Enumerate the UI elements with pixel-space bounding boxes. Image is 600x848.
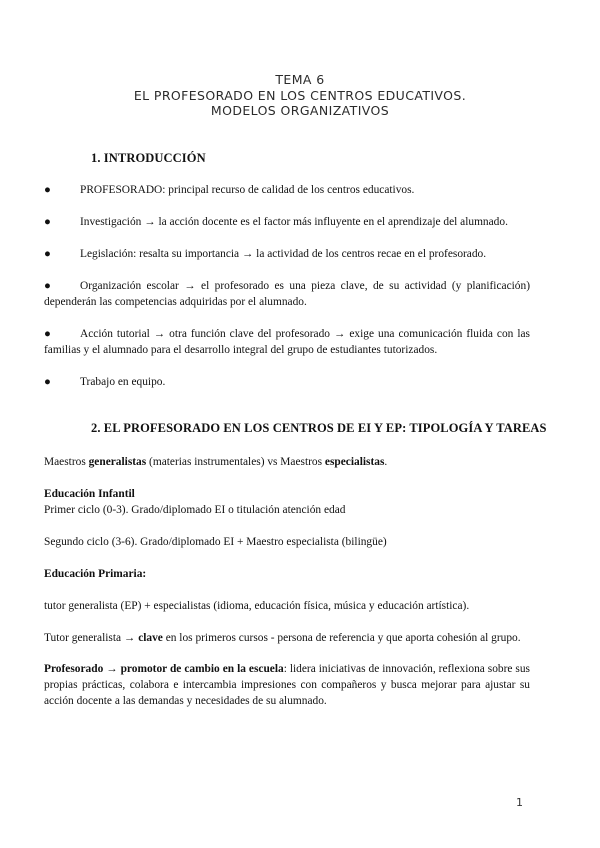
infantil-ciclo-1: Primer ciclo (0-3). Grado/diplomado EI o titulación atención edad [44, 504, 346, 516]
bullet-text: Investigación → la acción docente es el factor más influyente en el aprendizaje del alumnado. [80, 216, 508, 228]
title-line-1: TEMA 6 [275, 72, 325, 87]
text-run: Maestros [44, 456, 89, 468]
bullet-icon: ● [44, 184, 51, 196]
infantil-ciclo-2: Segundo ciclo (3-6). Grado/diplomado EI + Maestro especialista (bilingüe) [44, 536, 387, 548]
page-number: 1 [516, 796, 523, 809]
bold-text: generalistas [88, 456, 147, 468]
section-1-heading: 1. INTRODUCCIÓN [91, 151, 206, 165]
title-line-2: EL PROFESORADO EN LOS CENTROS EDUCATIVOS. [133, 87, 467, 103]
bullet-text: Acción tutorial → otra función clave del profesorado → exige una comunicación fluida con las familias y el alumnado para el desarrollo integral del grupo de estudiantes tutorizados. [44, 328, 530, 356]
bullet-item [44, 246, 530, 262]
bullet-item [44, 214, 530, 230]
bullet-text: Legislación: resalta su importancia → la actividad de los centros recae en el profesorado. [80, 248, 487, 260]
text-run: (materias instrumentales) vs Maestros [146, 456, 325, 468]
text-run: : lidera iniciativas de innovación, reflexiona sobre sus propias prácticas, colabora e intercambia impresiones con compañeros y busca mejorar para ajustar su acción docente a las demandas y necesidades de su alumnado. [44, 663, 530, 707]
text-run: Tutor generalista → [44, 632, 139, 644]
document-title [0, 72, 600, 119]
primaria-paragraph-1: tutor generalista (EP) + especialistas (idioma, educación física, música y educación artística). [44, 600, 470, 612]
bullet-text: Organización escolar → el profesorado es una pieza clave, de su actividad (y planificación) dependerán las competencias adquiridas por el alumnado. [44, 280, 530, 308]
bold-text: especialistas [324, 456, 385, 468]
primaria-heading: Educación Primaria: [44, 568, 147, 580]
primaria-paragraph-2 [44, 630, 530, 646]
bold-text: clave [138, 632, 163, 644]
bullet-icon: ● [44, 376, 51, 388]
bullet-icon: ● [44, 248, 51, 260]
bullet-item [44, 182, 530, 198]
bullet-icon: ● [44, 216, 51, 228]
bullet-text: PROFESORADO: principal recurso de calidad de los centros educativos. [80, 184, 415, 196]
title-line-3: MODELOS ORGANIZATIVOS [210, 103, 390, 118]
bullet-item [44, 374, 530, 390]
bold-text: Profesorado → promotor de cambio en la escuela [44, 663, 284, 675]
text-run: . [384, 456, 388, 468]
promotor-paragraph [44, 661, 530, 709]
bullet-item [44, 326, 530, 358]
bullet-text: Trabajo en equipo. [80, 376, 166, 388]
bullet-item [44, 278, 530, 310]
bullet-icon: ● [44, 280, 51, 292]
text-run: en los primeros cursos - persona de referencia y que aporta cohesión al grupo. [162, 632, 521, 644]
infantil-heading: Educación Infantil [44, 488, 135, 500]
maestros-paragraph [44, 454, 530, 470]
section-2-heading: 2. EL PROFESORADO EN LOS CENTROS DE EI Y EP: TIPOLOGÍA Y TAREAS [91, 421, 547, 435]
bullet-icon: ● [44, 328, 51, 340]
